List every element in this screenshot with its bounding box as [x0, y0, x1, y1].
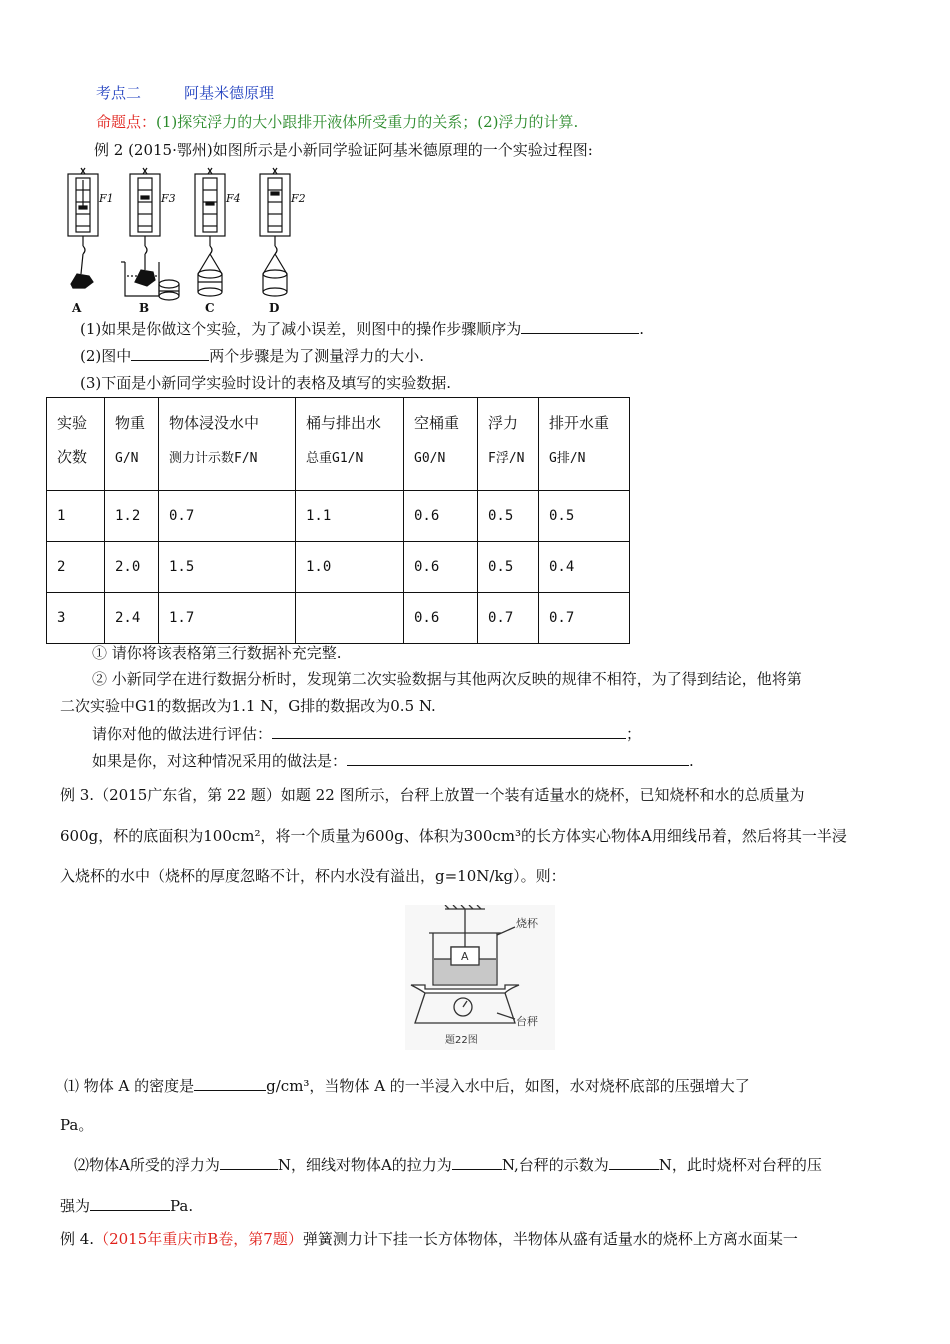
- fig-beaker-label: 烧杯: [516, 917, 538, 930]
- fig-scale-label: 台秤: [516, 1015, 538, 1028]
- ex2-q1-text: (1)如果是你做这个实验，为了减小误差，则图中的操作步骤顺序为: [80, 320, 522, 338]
- ex4-prefix: 例 4.: [60, 1230, 95, 1248]
- table-cell: 1.2: [105, 491, 159, 542]
- table-header-cell: 排开水重 G排/N: [539, 398, 630, 491]
- ex2-spring-scale-figure: [55, 166, 315, 316]
- ex3-q2-b: N，细线对物体A的拉力为: [277, 1156, 452, 1174]
- ex2-q1-end: .: [639, 320, 645, 338]
- ex2-s2a: ② 小新同学在进行数据分析时，发现第二次实验数据与其他两次反映的规律不相符，为了得到结论，他将第: [92, 670, 802, 688]
- ex2-you-text: 如果是你，对这种情况采用的做法是：: [92, 752, 348, 770]
- table-cell: 2.0: [105, 542, 159, 593]
- ex3-q2-blank1[interactable]: [220, 1155, 278, 1170]
- table-cell: 0.5: [478, 542, 539, 593]
- force-label-a: F1: [99, 192, 114, 205]
- table-header-cell: 空桶重 G0/N: [404, 398, 478, 491]
- ex2-s1: ① 请你将该表格第三行数据补充完整.: [92, 644, 342, 662]
- experiment-table: [46, 397, 630, 644]
- fig-caption: 题22图: [445, 1035, 478, 1046]
- spring-scale-b: [121, 168, 179, 300]
- table-cell: 2: [47, 542, 105, 593]
- ex2-q2-post: 两个步骤是为了测量浮力的大小.: [209, 347, 425, 365]
- table-header-row: [47, 398, 630, 491]
- ex2-eval-blank[interactable]: [272, 724, 626, 739]
- spring-scale-a: [68, 168, 98, 288]
- ex2-q2: [80, 345, 424, 366]
- table-cell: 1.0: [296, 542, 404, 593]
- table-cell: 0.4: [539, 542, 630, 593]
- ex3-line1: 例 3.（2015广东省，第 22 题）如题 22 图所示，台秤上放置一个装有适量水的烧杯，已知烧杯和水的总质量为: [60, 786, 805, 804]
- ex4-source: （2015年重庆市B卷，第7题）: [94, 1230, 303, 1248]
- ex3-q1-pre: ⑴ 物体 A 的密度是: [64, 1077, 195, 1095]
- ex3-q1: [64, 1075, 750, 1096]
- table-header-cell: 物体浸没水中 测力计示数F/N: [159, 398, 296, 491]
- ex3-q2-line2: [60, 1195, 193, 1216]
- table-row: [47, 593, 630, 644]
- ex3-q2-blank2[interactable]: [452, 1155, 502, 1170]
- table-row: [47, 542, 630, 593]
- fig-label-b: B: [139, 301, 150, 315]
- ex2-q3: (3)下面是小新同学实验时设计的表格及填写的实验数据.: [80, 374, 452, 392]
- ex2-q1-blank[interactable]: [521, 319, 639, 334]
- fig-block-label: A: [461, 950, 469, 963]
- table-header-cell: 浮力 F浮/N: [478, 398, 539, 491]
- table-cell-blank[interactable]: [296, 593, 404, 644]
- ex2-intro: 例 2 (2015·鄂州)如图所示是小新同学验证阿基米德原理的一个实验过程图:: [94, 141, 593, 159]
- table-cell: 3: [47, 593, 105, 644]
- table-cell: 0.6: [404, 593, 478, 644]
- table-cell: 1.7: [159, 593, 296, 644]
- ex4-line: [60, 1228, 798, 1249]
- ex3-line2: 600g，杯的底面积为100cm²，将一个质量为600g、体积为300cm³的长方体实心物体A用细线吊着，然后将其一半浸: [60, 827, 847, 845]
- table-row: [47, 491, 630, 542]
- ex4-text: 弹簧测力计下挂一长方体物体，半物体从盛有适量水的烧杯上方离水面某一: [302, 1230, 798, 1248]
- ex3-q2-d: N，此时烧杯对台秤的压: [658, 1156, 822, 1174]
- ex2-you-end: .: [689, 752, 694, 770]
- ex3-line3: 入烧杯的水中（烧杯的厚度忽略不计，杯内水没有溢出，g=10N/kg）。则：: [60, 867, 566, 885]
- ex3-q2-e: 强为: [60, 1197, 91, 1215]
- ex3-q2-c: N,台秤的示数为: [501, 1156, 609, 1174]
- spring-scale-c: [195, 168, 225, 296]
- table-cell: 0.7: [539, 593, 630, 644]
- ex3-q2-f: Pa.: [170, 1197, 194, 1215]
- ex3-q2-blank4[interactable]: [90, 1196, 170, 1211]
- ex2-s2b: 二次实验中G1的数据改为1.1 N，G排的数据改为0.5 N.: [60, 697, 436, 715]
- table-cell: 0.6: [404, 542, 478, 593]
- table-cell: 0.5: [478, 491, 539, 542]
- force-label-d: F2: [291, 192, 306, 205]
- ex2-eval: [92, 723, 641, 744]
- spring-scale-d: [260, 168, 290, 296]
- table-header-cell: 实验 次数: [47, 398, 105, 491]
- ex2-eval-end: ；: [626, 725, 642, 743]
- fig-label-c: C: [205, 301, 215, 315]
- ex2-eval-text: 请你对他的做法进行评估：: [92, 725, 273, 743]
- force-label-b: F3: [161, 192, 176, 205]
- table-cell: 2.4: [105, 593, 159, 644]
- table-header-cell: 物重 G/N: [105, 398, 159, 491]
- ex3-q2-blank3[interactable]: [609, 1155, 659, 1170]
- ex2-q2-pre: (2)图中: [80, 347, 132, 365]
- ex2-q1: [80, 318, 644, 339]
- table-cell: 1.5: [159, 542, 296, 593]
- fig-label-d: D: [269, 301, 280, 315]
- force-label-c: F4: [226, 192, 241, 205]
- ex2-q2-blank[interactable]: [131, 346, 209, 361]
- section-title: 阿基米德原理: [184, 84, 275, 102]
- table-cell: 0.5: [539, 491, 630, 542]
- mingti-label: 命题点：: [96, 113, 157, 131]
- table-cell: 1.1: [296, 491, 404, 542]
- section-label: 考点二: [96, 84, 142, 102]
- table-cell: 0.7: [478, 593, 539, 644]
- ex3-q1-mid: g/cm³，当物体 A 的一半浸入水中后，如图，水对烧杯底部的压强增大了: [266, 1077, 750, 1095]
- table-cell: 0.6: [404, 491, 478, 542]
- ex3-q1-blank1[interactable]: [194, 1076, 266, 1091]
- table-header-cell: 桶与排出水 总重G1/N: [296, 398, 404, 491]
- ex3-q2-a: ⑵物体A所受的浮力为: [74, 1156, 220, 1174]
- mingti-line: [96, 111, 578, 132]
- ex3-q1-end: Pa。: [60, 1116, 94, 1134]
- ex3-beaker-scale-figure: [405, 905, 555, 1050]
- ex2-you-blank[interactable]: [347, 751, 689, 766]
- mingti-content: (1)探究浮力的大小跟排开液体所受重力的关系；(2)浮力的计算.: [156, 113, 579, 131]
- table-cell: 0.7: [159, 491, 296, 542]
- ex2-you: [92, 750, 694, 771]
- fig-label-a: A: [72, 301, 82, 315]
- ex3-q2: [74, 1154, 822, 1175]
- table-cell: 1: [47, 491, 105, 542]
